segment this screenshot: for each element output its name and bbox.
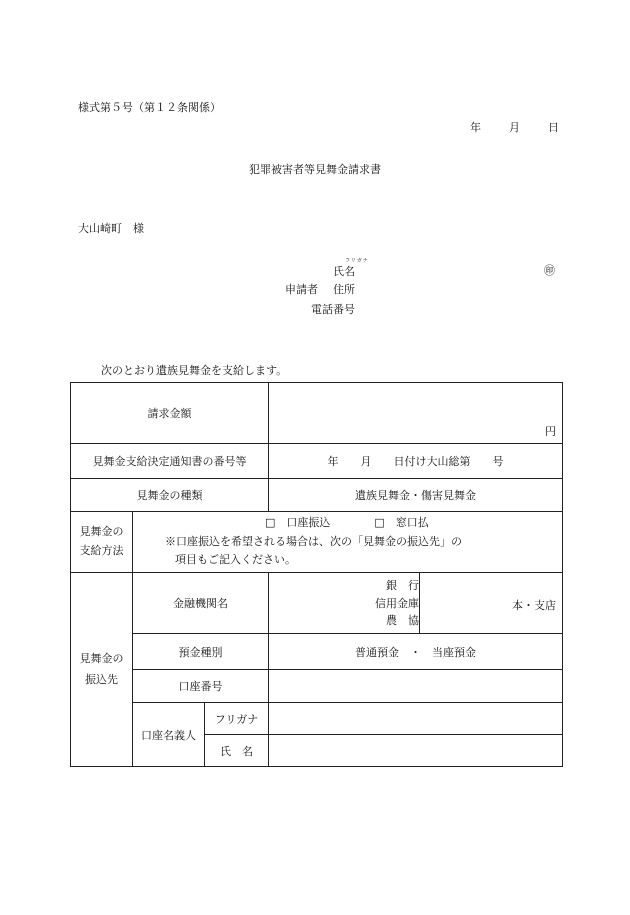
- date-line: [470, 122, 559, 133]
- applicant-role-label: 申請者: [285, 283, 318, 296]
- notice-label: 見舞金支給決定通知書の番号等: [71, 444, 269, 479]
- method-note-line-1: ※口座振込を希望される場合は、次の「見舞金の振込先」の: [165, 534, 462, 548]
- method-label: [71, 512, 133, 573]
- method-label-line-2: 支給方法: [79, 544, 124, 557]
- applicant-name-label: 氏名: [333, 265, 355, 278]
- bank-field[interactable]: [269, 573, 563, 634]
- holder-furigana-field[interactable]: [269, 703, 563, 735]
- form-number: 様式第５号（第１２条関係）: [78, 101, 221, 114]
- account-number-field[interactable]: [269, 670, 563, 703]
- amount-label: 請求金額: [71, 383, 269, 444]
- bank-divider: [419, 573, 420, 633]
- holder-name-field[interactable]: [269, 735, 563, 767]
- yen-unit: 円: [545, 425, 556, 438]
- deposit-row: [71, 634, 563, 670]
- seal-mark: ㊞: [544, 264, 555, 277]
- applicant-address-label: 住所: [333, 283, 355, 296]
- amount-row: [71, 383, 563, 444]
- method-label-line-1: 見舞金の: [79, 525, 124, 539]
- bank-type-bank[interactable]: 銀 行: [386, 579, 419, 592]
- bank-types: [269, 577, 419, 630]
- holder-furigana-row: [71, 703, 563, 735]
- amount-field[interactable]: [269, 383, 563, 444]
- bank-row: [71, 573, 563, 634]
- method-option-transfer[interactable]: □ 口座振込: [265, 515, 331, 529]
- type-value[interactable]: 遺族見舞金・傷害見舞金: [269, 479, 563, 512]
- holder-name-label: 氏 名: [205, 735, 269, 767]
- holder-label: 口座名義人: [133, 703, 205, 767]
- account-row: [71, 670, 563, 703]
- date-year: 年: [470, 121, 481, 134]
- date-day: 日: [548, 121, 559, 134]
- applicant-phone-label: 電話番号: [311, 303, 355, 316]
- notice-row: [71, 444, 563, 479]
- deposit-type-label: 預金種別: [133, 634, 269, 670]
- type-row: [71, 479, 563, 512]
- bank-label: 金融機関名: [133, 573, 269, 634]
- request-table: [70, 382, 563, 767]
- bank-type-credit[interactable]: 信用金庫: [375, 596, 419, 610]
- method-options: [133, 512, 563, 573]
- document-title: 犯罪被害者等見舞金請求書: [249, 163, 381, 176]
- account-number-label: 口座番号: [133, 670, 269, 703]
- transfer-label: [71, 573, 133, 767]
- date-month: 月: [509, 121, 520, 134]
- method-row: [71, 512, 563, 573]
- deposit-type-value[interactable]: 普通預金 ・ 当座預金: [269, 634, 563, 670]
- method-note-line-2: 項目もご記入ください。: [175, 553, 296, 567]
- bank-type-agri[interactable]: 農 協: [386, 614, 419, 628]
- intro-text: 次のとおり遺族見舞金を支給します。: [101, 364, 288, 377]
- transfer-label-line-1: 見舞金の: [79, 651, 124, 665]
- branch-label: 本・支店: [512, 599, 556, 612]
- applicant-furigana: フリガナ: [345, 258, 369, 264]
- notice-value[interactable]: 年 月 日付け大山総第 号: [269, 444, 563, 479]
- type-label: 見舞金の種類: [71, 479, 269, 512]
- addressee: 大山崎町 様: [78, 222, 144, 235]
- holder-furigana-label: フリガナ: [205, 703, 269, 735]
- method-option-counter[interactable]: □ 窓口払: [374, 515, 429, 529]
- transfer-label-line-2: 振込先: [85, 672, 118, 686]
